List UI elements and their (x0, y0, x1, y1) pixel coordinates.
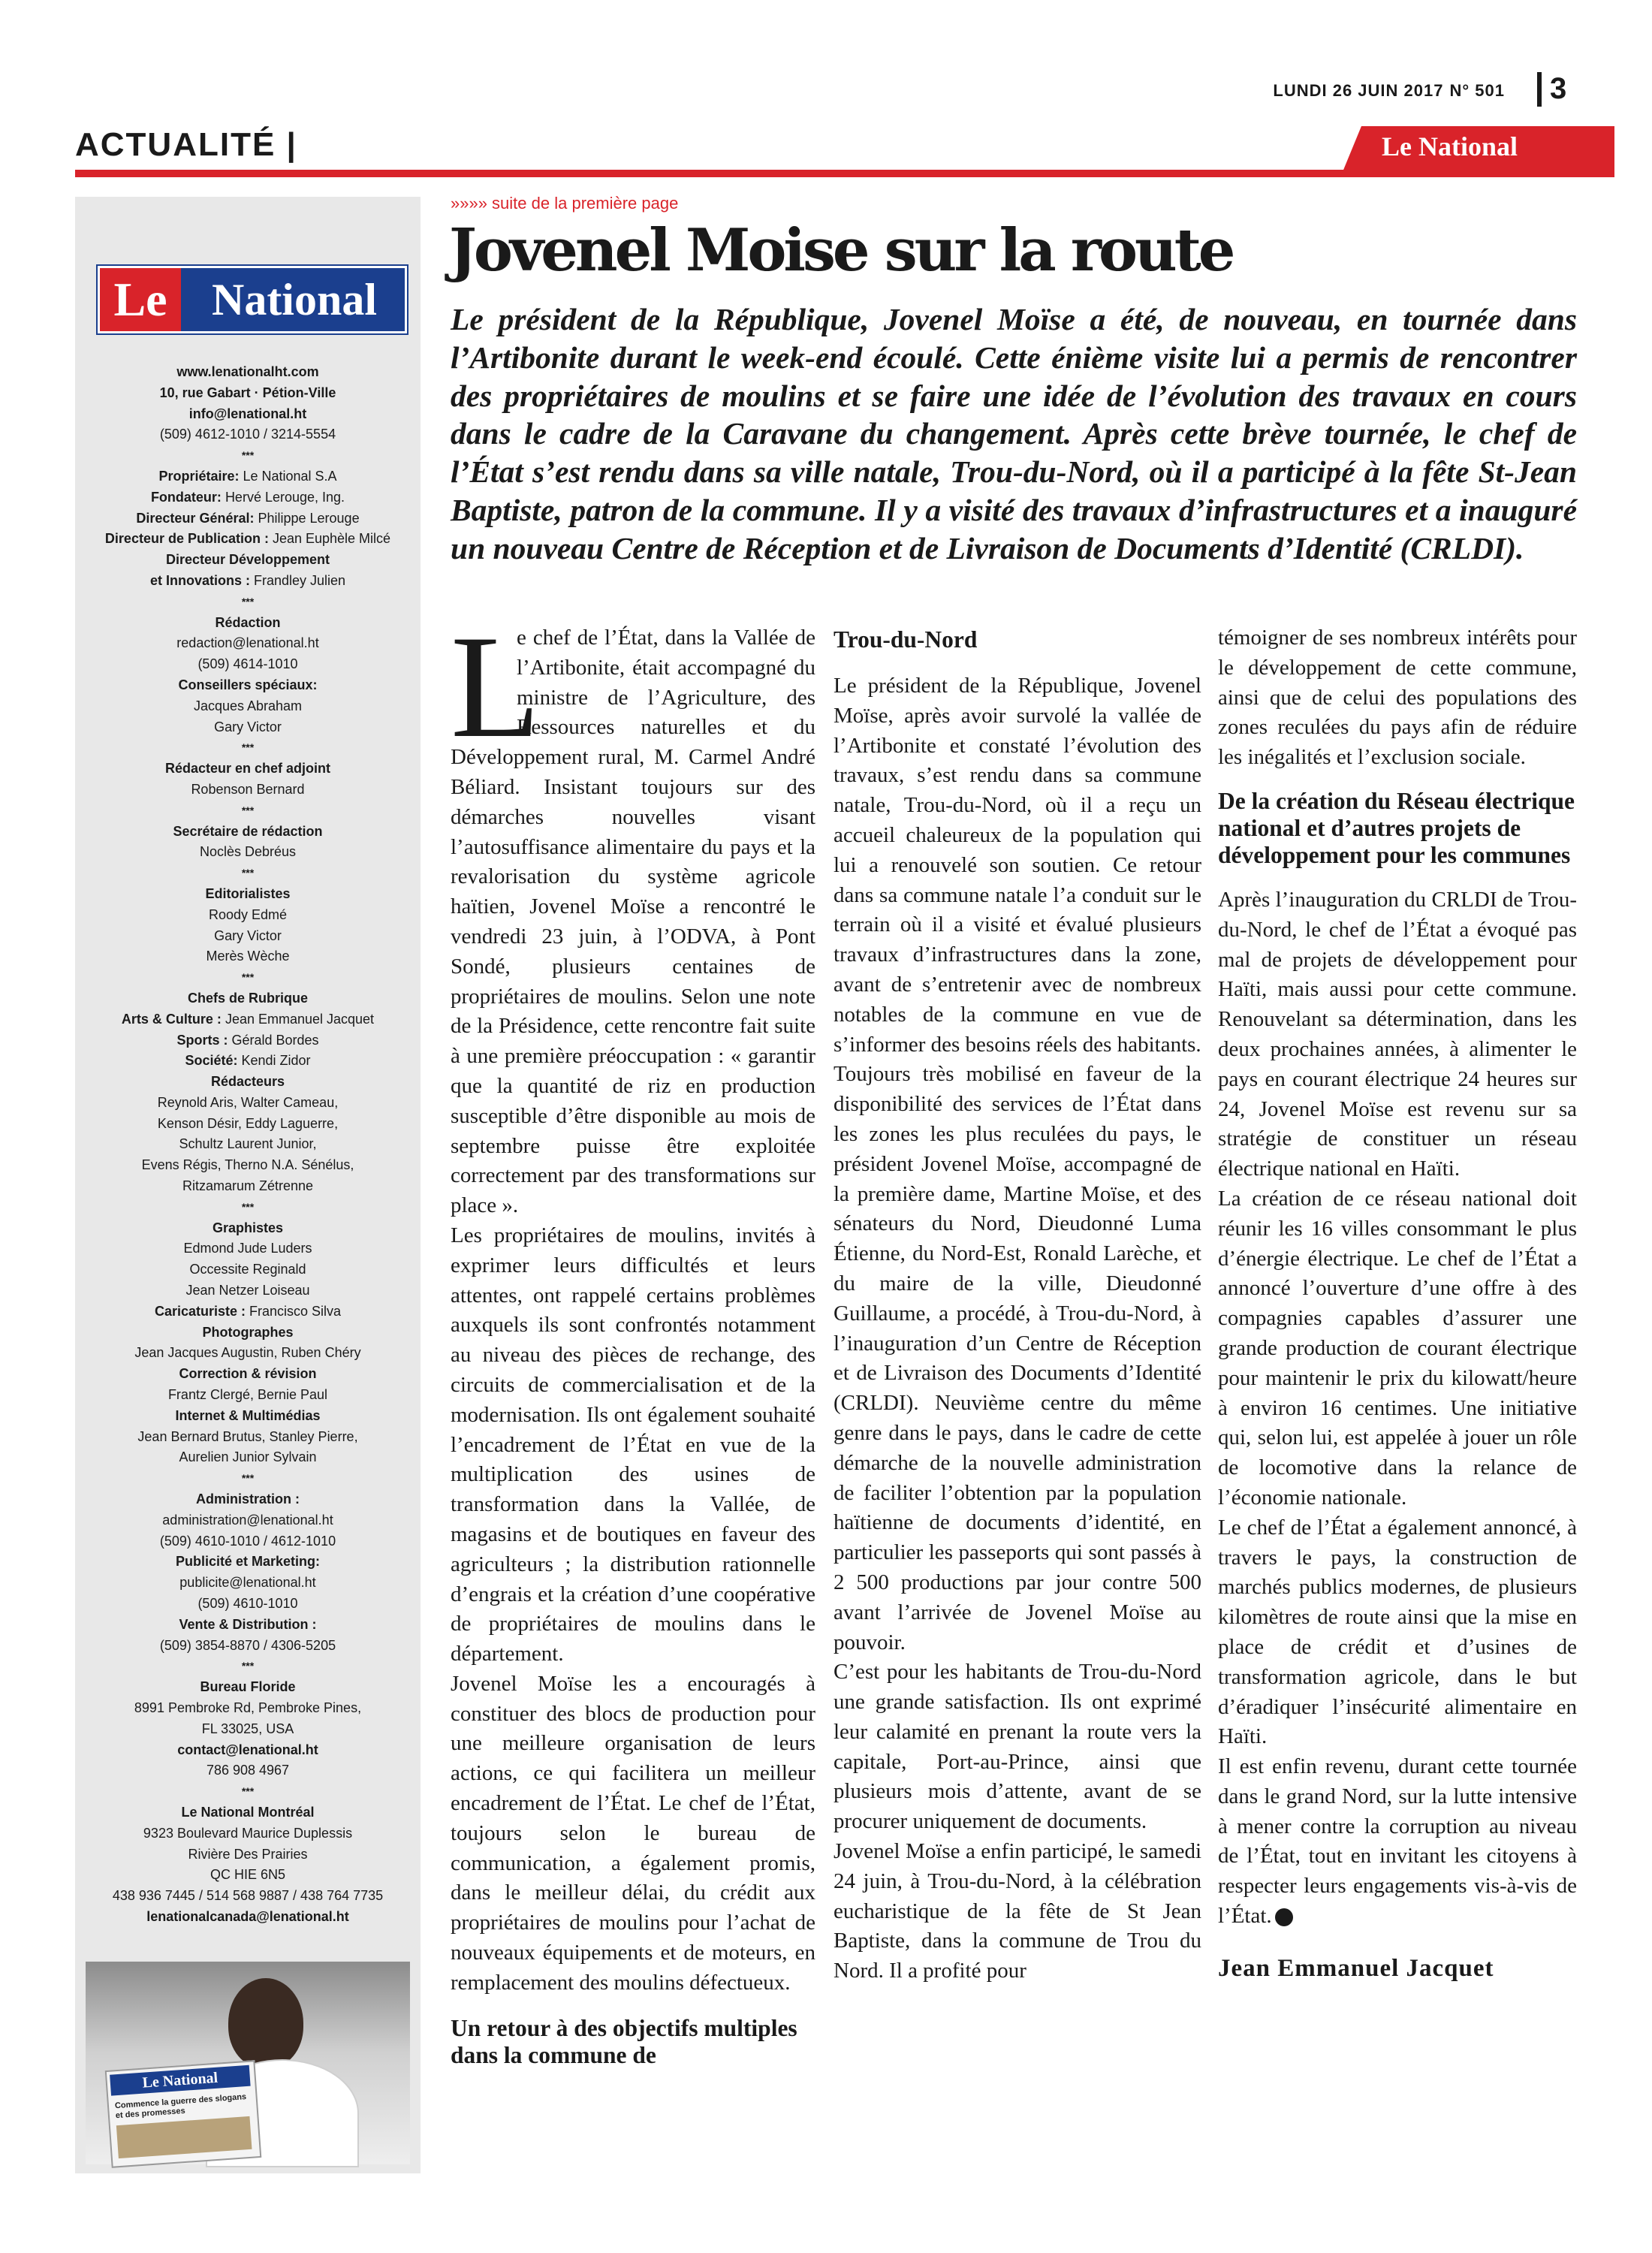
masthead-line (75, 759, 421, 780)
masthead-separator (75, 445, 421, 466)
masthead-separator (75, 1197, 421, 1218)
masthead-line (75, 1802, 421, 1823)
masthead-text: *** (241, 1472, 255, 1485)
masthead-line (75, 1573, 421, 1594)
masthead-text: Le National S.A (243, 468, 337, 484)
masthead-text: Evens Régis, Therno N.A. Sénélus, (141, 1157, 354, 1173)
masthead-text: 786 908 4967 (206, 1763, 290, 1778)
masthead-text: QC HIE 6N5 (210, 1867, 286, 1883)
masthead-text: Hervé Lerouge, Ing. (225, 489, 345, 505)
masthead-text: Occessite Reginald (189, 1262, 306, 1277)
masthead-line (75, 383, 421, 404)
masthead-label: et Innovations : (149, 572, 254, 588)
masthead-separator (75, 967, 421, 988)
subheading: De la création du Réseau électrique national et d’autres projets de développement pour les communes (1218, 787, 1575, 868)
masthead-sidebar (75, 197, 421, 2173)
masthead-text: Photographes (202, 1324, 294, 1340)
author-byline: Jean Emmanuel Jacquet (1218, 1954, 1494, 1982)
masthead-text: *** (241, 741, 255, 754)
masthead-label: Directeur Général: (136, 510, 258, 526)
logo-national: National (211, 275, 378, 324)
masthead-text: Gary Victor (214, 719, 282, 734)
masthead-line (75, 508, 421, 529)
masthead-text: Merès Wèche (206, 949, 290, 964)
masthead-text: Correction & révision (179, 1366, 317, 1382)
masthead-line (75, 1155, 421, 1176)
masthead-separator (75, 592, 421, 613)
masthead-text: 10, rue Gabart · Pétion-Ville (159, 385, 336, 400)
masthead-text: administration@lenational.ht (162, 1512, 333, 1528)
body-paragraph: Jovenel Moïse les a encouragés à constituer des blocs de production pour une meilleure organisation de leurs actions, ce qui facilitera un meilleur encadrement de l’État. Le chef de l’État, toujours selon le bureau de communication, a également promis, dans le meilleur délai, du crédit aux propriétaires de moulins pour l’achat de nouveaux équipements et de moteurs, en remplacement des moulins défectueux. (451, 1671, 815, 1995)
reader-photo (86, 1962, 410, 2164)
masthead-text: Ritzamarum Zétrenne (182, 1178, 314, 1194)
masthead-text: Rivière Des Prairies (188, 1846, 308, 1862)
masthead-separator (75, 1656, 421, 1677)
masthead-line (75, 1134, 421, 1155)
masthead-line (75, 1093, 421, 1114)
le-national-logo (98, 266, 407, 333)
masthead-text: Graphistes (212, 1220, 284, 1235)
masthead-label: Caricaturiste : (154, 1303, 249, 1319)
masthead-line (75, 1323, 421, 1344)
masthead-label: Directeur de Publication : (104, 531, 273, 547)
masthead-text: Editorialistes (205, 885, 291, 901)
masthead-line (75, 988, 421, 1009)
masthead-line (75, 1636, 421, 1657)
masthead-line (75, 613, 421, 634)
masthead-text: 8991 Pembroke Rd, Pembroke Pines, (134, 1700, 362, 1715)
masthead-line (75, 1886, 421, 1907)
article-lead: Le président de la République, Jovenel Moïse a été, de nouveau, en tournée dans l’Artibonite durant le week-end écoulé. Cette énième visite lui a permis de rencontrer des propriétaires de moulins et se faire une idée de l’évolution des travaux en cours dans le cadre de la Caravane du changement. Après cette brève tournée, le chef de l’État s’est rendu dans sa ville natale, Trou-du-Nord, où il a participé à la fête St-Jean Baptiste, patron de la commune. Il y a visité des travaux d’infrastructures et a inauguré un nouveau Centre de Réception et de Livraison de Documents d’Identité (CRLDI). (451, 302, 1577, 566)
masthead-line (75, 1385, 421, 1406)
newspaper-photo (116, 2116, 252, 2158)
body-paragraph (1218, 1752, 1577, 1932)
masthead-line (75, 926, 421, 947)
issue-number: N° 501 (1449, 81, 1505, 100)
paragraph-text: e chef de l’État, dans la Vallée de l’Artibonite, était accompagné du ministre de l’Agriculture, des Ressources naturelles et du Développement rural, M. Carmel André Béliard. Insistant toujours sur des démarches nouvelles visant l’autosuffisance alimentaire du pays et la revalorisation du système agricole haïtien, Jovenel Moïse a rencontré le vendredi 23 juin, à l’ODVA, à Pont Sondé, plusieurs centaines de propriétaires de moulins. Selon une note de la Présidence, cette rencontre fait suite à une première préoccupation : « garantir que la quantité de riz en production susceptible d’être disponible au mois de septembre puisse être exploitée correctement par des transformations sur place ». (451, 626, 815, 1218)
masthead-text: (509) 4610-1010 (197, 1596, 298, 1612)
masthead-line (75, 1009, 421, 1030)
masthead-text: *** (241, 867, 255, 879)
masthead-text: *** (241, 971, 255, 984)
page-number: 3 (1550, 72, 1567, 105)
masthead-line (75, 1615, 421, 1636)
person-head (228, 1978, 303, 2068)
masthead-text: FL 33025, USA (201, 1721, 294, 1736)
masthead-line (75, 1176, 421, 1197)
masthead-line (75, 550, 421, 571)
article-column-2 (834, 626, 1201, 1986)
masthead-text: Reynold Aris, Walter Cameau, (157, 1094, 339, 1110)
masthead-text: *** (241, 595, 255, 608)
masthead-line (75, 1552, 421, 1573)
masthead-line (75, 822, 421, 843)
masthead-line (75, 1259, 421, 1280)
masthead-text: Jean Bernard Brutus, Stanley Pierre, (137, 1428, 358, 1444)
masthead-separator (75, 1468, 421, 1489)
masthead-line (75, 717, 421, 738)
masthead-text: Rédaction (215, 614, 281, 630)
body-paragraph: C’est pour les habitants de Trou-du-Nord une grande satisfaction. Ils ont exprimé leur calamité en prenant la route vers la capitale, Port-au-Prince, ainsi que plusieurs mois d’attente, avant de se procurer uniquement de documents. (834, 1660, 1201, 1834)
body-paragraph: Le chef de l’État a également annoncé, à travers le pays, la construction de marchés publics modernes, de plusieurs kilomètres de route ainsi que la mise en place de crédit et d’usines de transformation agricole, dans le but d’éradiquer l’insécurité alimentaire en Haïti. (1218, 1515, 1577, 1749)
masthead-text: Chefs de Rubrique (187, 990, 308, 1006)
masthead-label: Arts & Culture : (121, 1011, 225, 1027)
body-paragraph: Le président de la République, Jovenel Moïse, après avoir survolé la vallée de l’Artibonite et constaté l’évolution des travaux, s’est rendu dans sa commune natale, Trou-du-Nord, où il a reçu un accueil chaleureux de la population qui lui a renouvelé son soutien. Ce retour dans sa commune natale l’a conduit sur le terrain où il a visité et évalué plusieurs travaux d’infrastructures dans la zone, avant de s’entretenir avec de nombreux notables de la commune en vue de s’informer des besoins réels des habitants. (834, 674, 1201, 1057)
masthead-separator (75, 863, 421, 884)
body-paragraph (451, 605, 815, 1221)
masthead-text: *** (241, 1785, 255, 1798)
masthead-line (75, 487, 421, 508)
masthead-text: 438 936 7445 / 514 568 9887 / 438 764 7735 (112, 1888, 384, 1904)
masthead-line (75, 842, 421, 863)
drop-cap: L (451, 605, 541, 768)
newspaper-headline: Commence la guerre des slogans et des promesses (114, 2092, 247, 2121)
continuation-kicker: »»»» suite de la première page (451, 194, 679, 213)
newspaper-held (105, 2060, 262, 2168)
masthead-line (75, 1844, 421, 1865)
issue-date: LUNDI 26 JUIN 2017 (1273, 81, 1444, 100)
newspaper-masthead: Le National (110, 2065, 251, 2096)
masthead-text: 9323 Boulevard Maurice Duplessis (143, 1825, 353, 1841)
masthead-line (75, 571, 421, 592)
masthead-label: Fondateur: (150, 489, 225, 505)
masthead-text: *** (241, 1200, 255, 1213)
masthead-line (75, 1218, 421, 1239)
body-paragraph: Après l’inauguration du CRLDI de Trou-du-Nord, le chef de l’État a évoqué pas mal de projets de développement pour Haïti, mais aussi pour cette commune. Renouvelant sa détermination, dans les deux prochaines années, à alimenter le pays en courant électrique 24 heures sur 24, Jovenel Moïse est revenu sur sa stratégie de constituer un réseau électrique national en Haïti. (1218, 887, 1577, 1181)
masthead-line (75, 1823, 421, 1844)
masthead-separator (75, 1781, 421, 1802)
masthead-line (75, 1343, 421, 1364)
masthead-text: *** (241, 804, 255, 816)
subheading: Trou-du-Nord (834, 626, 978, 653)
masthead-line (75, 1072, 421, 1093)
masthead-line (75, 1114, 421, 1135)
masthead-line (75, 1594, 421, 1615)
masthead-text: Rédacteur en chef adjoint (164, 761, 331, 777)
masthead-text: Roody Edmé (208, 906, 288, 922)
masthead-text: Jacques Abraham (193, 698, 303, 713)
masthead-text: publicite@lenational.ht (179, 1575, 316, 1591)
masthead-line (75, 466, 421, 487)
masthead-line (75, 1489, 421, 1510)
masthead-line (75, 1698, 421, 1719)
masthead-line (75, 633, 421, 654)
masthead-line (75, 780, 421, 801)
masthead-text: Jean Jacques Augustin, Ruben Chéry (134, 1345, 361, 1361)
masthead-text: redaction@lenational.ht (176, 635, 319, 651)
masthead-line (75, 1238, 421, 1259)
masthead-line (75, 1740, 421, 1761)
article-column-1 (451, 605, 815, 2084)
masthead-line (75, 1510, 421, 1531)
masthead-line (75, 1531, 421, 1552)
masthead-text: Publicité et Marketing: (175, 1554, 321, 1570)
section-title: ACTUALITÉ | (75, 126, 297, 163)
body-paragraph: Jovenel Moïse a enfin participé, le samedi 24 juin, à Trou-du-Nord, à la célébration eucharistique de la fête de St Jean Baptiste, dans la commune de Trou du Nord. Il a profité pour (834, 1839, 1201, 1983)
masthead-line (75, 654, 421, 675)
masthead-line (75, 1406, 421, 1427)
masthead-line (75, 1447, 421, 1468)
masthead-text: Schultz Laurent Junior, (179, 1136, 317, 1152)
masthead-text: *** (241, 1660, 255, 1672)
paragraph-text: Il est enfin revenu, durant cette tournée dans le grand Nord, sur la lutte intensive à mener contre la corruption au niveau de l’État, tout en invitant les citoyens à respecter leurs engagements vis-à-vis de l’État. (1218, 1754, 1577, 1929)
masthead-text: (509) 4614-1010 (197, 656, 298, 672)
subheading: Un retour à des objectifs multiples dans la commune de (451, 2014, 797, 2068)
body-paragraph: Les propriétaires de moulins, invités à exprimer leurs difficultés et leurs attentes, ont rappelé certains problèmes auxquels ils sont confrontés notamment au niveau des pièces de rechange, des circuits de commercialisation et de la modernisation. Ils ont également souhaité l’encadrement de l’État en vue de la multiplication des usines de transformation dans la Vallée, de magasins et de boutiques en faveur des agriculteurs ; la distribution rationnelle d’engrais et la création d’une coopérative de propriétaires de moulins dans le département. (451, 1223, 815, 1666)
masthead-line (75, 1051, 421, 1072)
masthead-line (75, 884, 421, 905)
masthead-text: Noclès Debréus (199, 844, 297, 860)
masthead-text: Vente & Distribution : (179, 1616, 317, 1632)
masthead-line (75, 1865, 421, 1886)
masthead-line (75, 424, 421, 445)
issue-date-line (1267, 81, 1505, 101)
masthead-text: Kendi Zidor (241, 1053, 311, 1069)
logo-le: Le (100, 268, 181, 331)
masthead-text: Francisco Silva (249, 1303, 342, 1319)
page-number-divider (1537, 72, 1542, 107)
masthead-text: Le National Montréal (181, 1804, 315, 1820)
masthead-text: (509) 4610-1010 / 4612-1010 (159, 1533, 336, 1549)
body-paragraph: La création de ce réseau national doit réunir les 16 villes consommant le plus d’énergie électrique. Le chef de l’État a annoncé l’ouverture d’une offre à des compagnies capables d’assurer une grande production de courant électrique pour maintenir le prix du kilowatt/heure à environ 16 centimes. Une initiative qui, selon lui, est appelée à jouer un rôle de locomotive dans la relance de l’économie nationale. (1218, 1186, 1577, 1510)
masthead-line (75, 404, 421, 425)
masthead-line (75, 905, 421, 926)
masthead-text: (509) 3854-8870 / 4306-5205 (159, 1637, 336, 1653)
masthead-line (75, 1719, 421, 1740)
masthead-text: info@lenational.ht (188, 406, 307, 421)
masthead-text: Administration : (196, 1491, 300, 1507)
masthead-line (75, 1907, 421, 1928)
end-mark-icon (1275, 1908, 1293, 1926)
masthead-line (75, 1364, 421, 1385)
masthead-text: Gary Victor (214, 927, 282, 943)
masthead-text: Jean Euphèle Milcé (272, 531, 391, 547)
masthead-text: Philippe Lerouge (258, 510, 360, 526)
masthead-text: lenationalcanada@lenational.ht (146, 1908, 349, 1924)
masthead-label: Sports : (176, 1032, 232, 1048)
masthead-line (75, 1677, 421, 1698)
masthead-text: Kenson Désir, Eddy Laguerre, (157, 1115, 339, 1131)
masthead-line (75, 362, 421, 383)
masthead-separator (75, 737, 421, 759)
masthead-line (75, 529, 421, 550)
masthead-text: Secrétaire de rédaction (173, 823, 323, 839)
masthead-text: Frantz Clergé, Bernie Paul (167, 1387, 328, 1403)
masthead-line (75, 1760, 421, 1781)
masthead-text: Conseillers spéciaux: (178, 677, 318, 692)
body-paragraph: témoigner de ses nombreux intérêts pour le développement de cette commune, ainsi que de celui des populations des zones reculées du pays afin de réduire les inégalités et l’exclusion sociale. (1218, 626, 1577, 770)
masthead-text: Robenson Bernard (191, 781, 305, 797)
masthead-text: Aurelien Junior Sylvain (179, 1449, 317, 1465)
article-column-3 (1218, 623, 1577, 1984)
article-title: Jovenel Moise sur la route (449, 216, 1233, 285)
masthead-text: Edmond Jude Luders (183, 1241, 312, 1256)
masthead-label: Société: (185, 1053, 242, 1069)
masthead-text: Frandley Julien (253, 572, 346, 588)
staff-credits (75, 362, 421, 1928)
masthead-separator (75, 801, 421, 822)
masthead-text: Jean Netzer Loiseau (185, 1283, 310, 1298)
masthead-text: (509) 4612-1010 / 3214-5554 (159, 427, 336, 442)
masthead-text: www.lenationalht.com (176, 364, 319, 379)
masthead-text: Jean Emmanuel Jacquet (225, 1011, 375, 1027)
masthead-text: *** (241, 449, 255, 462)
masthead-line (75, 1301, 421, 1323)
masthead-text: Internet & Multimédias (175, 1407, 321, 1423)
masthead-line (75, 1030, 421, 1051)
masthead-line (75, 696, 421, 717)
masthead-line (75, 1427, 421, 1448)
masthead-text: Gérald Bordes (231, 1032, 319, 1048)
masthead-text: Rédacteurs (210, 1074, 285, 1090)
brand-tab-label: Le National (1382, 131, 1518, 161)
masthead-text: contact@lenational.ht (177, 1742, 318, 1757)
masthead-line (75, 675, 421, 696)
masthead-line (75, 946, 421, 967)
masthead-text: Bureau Floride (200, 1679, 296, 1695)
masthead-label: Propriétaire: (158, 468, 243, 484)
masthead-line (75, 1280, 421, 1301)
body-paragraph: Toujours très mobilisé en faveur de la disponibilité des services de l’État dans les zones les plus reculées du pays, le président Jovenel Moïse, accompagné de la première dame, Martine Moïse, et des sénateurs du Nord, Dieudonné Luma Étienne, du Nord-Est, Ronald Larèche, et du maire de la ville, Dieudonné Guillaume, a procédé, à Trou-du-Nord, à l’inauguration d’un Centre de Réception et de Livraison des Documents d’Identité (CRLDI). Neuvième centre du même genre dans le pays, dans le cadre de cette démarche de la nouvelle administration de faciliter l’obtention par la population haïtienne de documents d’identité, en particulier les passeports qui sont passés à 2 500 productions par jour contre 500 avant l’arrivée de Jovenel Moïse au pouvoir. (834, 1062, 1201, 1654)
masthead-label: Directeur Développement (165, 552, 330, 568)
